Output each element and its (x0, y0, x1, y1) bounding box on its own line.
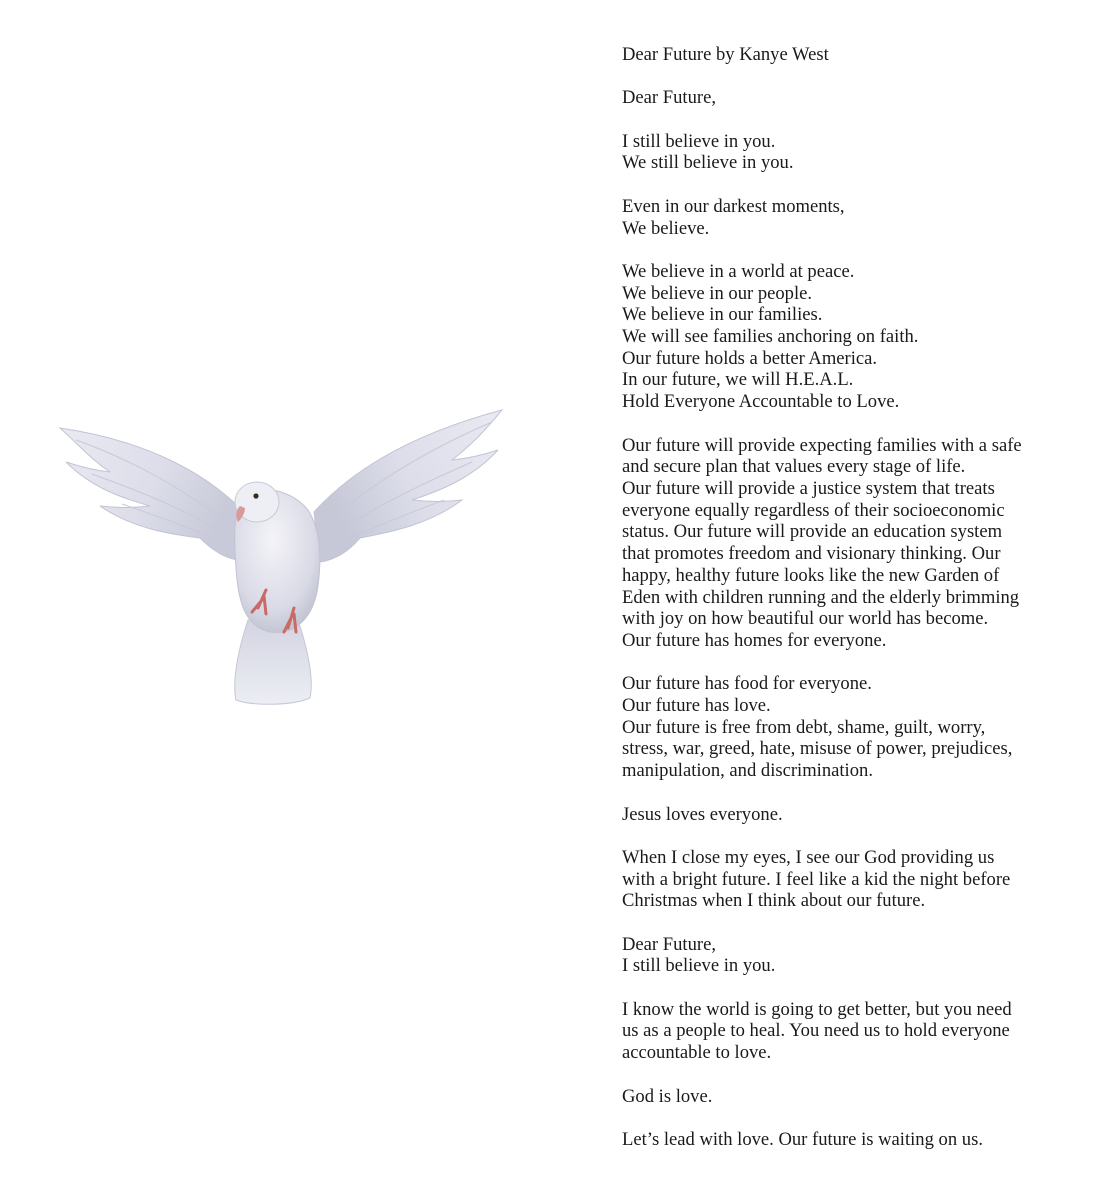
paragraph (622, 999, 1072, 1064)
text-line: with joy on how beautiful our world has become. (622, 608, 989, 630)
left-wing (60, 428, 242, 560)
text-line: Our future will provide a justice system that treats (622, 477, 995, 499)
text-line: Our future has food for everyone. (622, 673, 872, 695)
paragraph (622, 87, 1072, 109)
letter-title-block (622, 44, 1072, 66)
text-line: accountable to love. (622, 1042, 772, 1064)
letter-title: Dear Future by Kanye West (622, 44, 829, 65)
text-line: When I close my eyes, I see our God providing us (622, 846, 995, 868)
text-line: Our future is free from debt, shame, guilt, worry, (622, 716, 986, 738)
text-line: God is love. (622, 1085, 713, 1107)
eye (253, 493, 258, 498)
text-line: Even in our darkest moments, (622, 195, 845, 217)
text-line: I know the world is going to get better, but you need (622, 998, 1012, 1020)
text-line: status. Our future will provide an education system (622, 521, 1003, 543)
letter-body (622, 87, 1072, 1150)
paragraph (622, 261, 1072, 413)
paragraph (622, 847, 1072, 912)
text-line: Hold Everyone Accountable to Love. (622, 391, 900, 413)
text-line: happy, healthy future looks like the new Garden of (622, 564, 1000, 586)
paragraph (622, 934, 1072, 977)
text-line: I still believe in you. (622, 130, 776, 152)
text-line: We will see families anchoring on faith. (622, 326, 919, 348)
paragraph (622, 196, 1072, 239)
text-line: Dear Future, (622, 933, 716, 955)
paragraph (622, 131, 1072, 174)
text-line: We believe in our families. (622, 304, 823, 326)
text-line: manipulation, and discrimination. (622, 760, 873, 782)
text-line: We believe. (622, 217, 710, 239)
text-line: with a bright future. I feel like a kid the night before (622, 868, 1011, 890)
text-line: Let’s lead with love. Our future is waiting on us. (622, 1128, 983, 1150)
dove-illustration (52, 400, 508, 710)
text-line: We believe in our people. (622, 282, 813, 304)
letter-text (622, 44, 1072, 1172)
text-line: Christmas when I think about our future. (622, 890, 926, 912)
text-line: Jesus loves everyone. (622, 803, 783, 825)
text-line: us as a people to heal. You need us to hold everyone (622, 1020, 1010, 1042)
text-line: Our future has homes for everyone. (622, 629, 887, 651)
text-line: I still believe in you. (622, 955, 776, 977)
text-line: Our future will provide expecting families with a safe (622, 434, 1022, 456)
paragraph (622, 804, 1072, 826)
paragraph (622, 435, 1072, 652)
text-line: In our future, we will H.E.A.L. (622, 369, 854, 391)
text-line: and secure plan that values every stage of life. (622, 456, 966, 478)
text-line: everyone equally regardless of their socioeconomic (622, 499, 1005, 521)
paragraph (622, 673, 1072, 782)
text-line: Dear Future, (622, 87, 716, 109)
text-line: Our future holds a better America. (622, 347, 878, 369)
text-line: stress, war, greed, hate, misuse of power, prejudices, (622, 738, 1013, 760)
paragraph (622, 1129, 1072, 1151)
text-line: We believe in a world at peace. (622, 260, 855, 282)
text-line: Our future has love. (622, 695, 771, 716)
right-wing (314, 410, 502, 562)
text-line: that promotes freedom and visionary thinking. Our (622, 543, 1001, 565)
text-line: We still believe in you. (622, 152, 794, 174)
paragraph (622, 1086, 1072, 1108)
text-line: Eden with children running and the elderly brimming (622, 586, 1020, 608)
